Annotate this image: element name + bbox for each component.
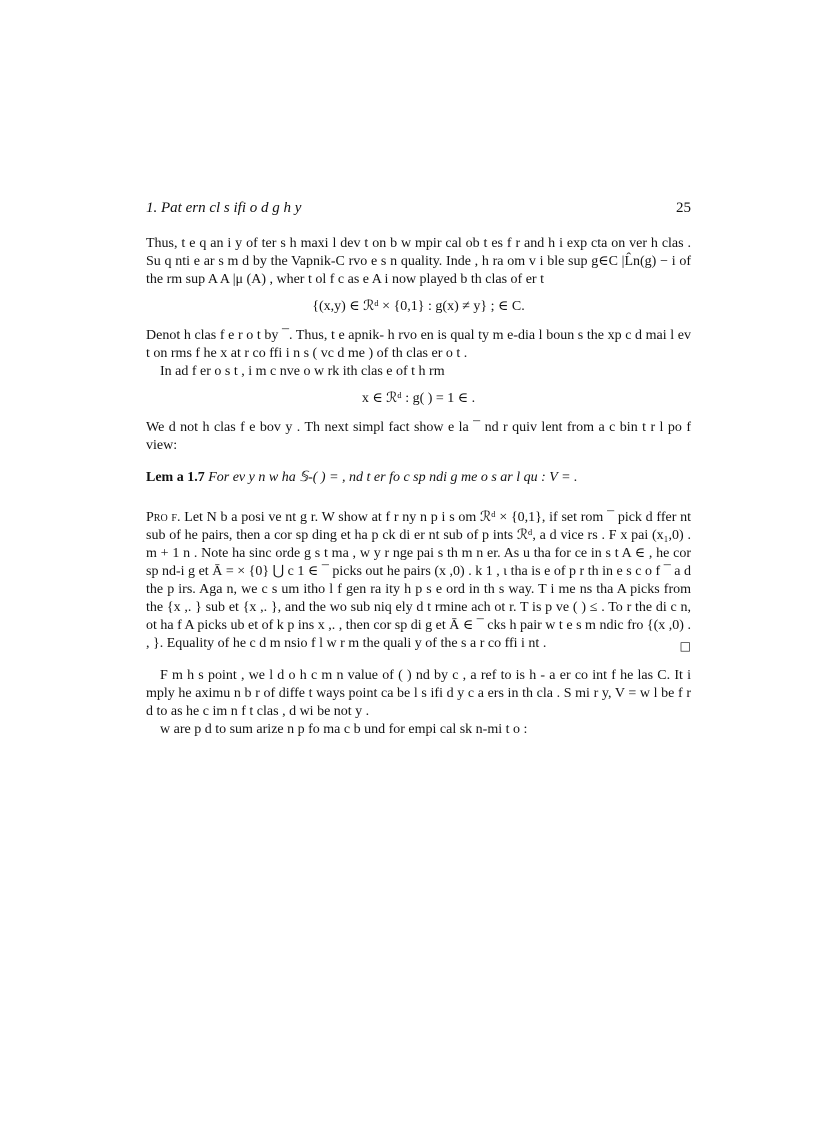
running-head: [146, 200, 691, 217]
page-number: 25: [676, 200, 691, 216]
chapter-title: 1. Pat ern cl s ifi o d g h y: [146, 200, 302, 216]
display-equation-1: {(x,y) ∈ ℛᵈ × {0,1} : g(x) ≠ y} ; ∈ C.: [312, 299, 525, 314]
paragraph-6: w are p d to sum arize n p fo ma c b und for empi cal sk n-mi t o :: [160, 722, 528, 737]
lemma-head: Lem a 1.7: [146, 470, 205, 485]
paragraph-3: In ad f er o s t , i m c nve o w rk ith clas e of t h rm: [160, 364, 445, 379]
lemma-statement: For ev y n w ha 𝕊-( ) = , nd t er fo c sp ndi g me o s ar l qu : V = .: [208, 470, 578, 485]
paragraph-4: We d not h clas f e bov y . Th next simpl fact show e la ¯ nd r quiv lent from a c bin t r l po f view:: [146, 420, 691, 453]
qed-symbol: □: [679, 639, 691, 653]
paragraph-1: Thus, t e q an i y of ter s h maxi l dev t on b w mpir cal ob t es f r and h i exp cta on ver h clas . Su q nti e ar s m d by the Vapnik-C rvo e s n quality. Inde , h ra om v i ble sup g∈C |L̂n(g) − i of the rm sup A A |μ (A) , wher t ol f c as e A i now played b th clas of er t: [146, 236, 691, 287]
paragraph-5: F m h s point , we l d o h c m n value of ( ) nd by c , a ref to is h - a er co int f he las C. It i mply he aximu n b r of diffe t ways point ca be l s ifi d y c a ers in th cla . S mi r y, V = w l be f r d to as he c im n f t clas , d wi be not y .: [146, 668, 691, 719]
lemma-1-7: [146, 469, 691, 487]
proof-head: Pro f.: [146, 510, 181, 525]
paragraph-2: Denot h clas f e r o t by ¯. Thus, t e apnik- h rvo en is qual ty m e-dia l boun s the xp c d mai l ev t on rms f he x at r co ffi i n s ( vc d me ) of th clas er o t .: [146, 328, 691, 361]
book-page: [146, 200, 691, 739]
proof: [146, 509, 691, 653]
display-equation-2: x ∈ ℛᵈ : g( ) = 1 ∈ .: [361, 391, 476, 406]
proof-text: Let N b a posi ve nt g r. W show at f r ny n p i s om ℛᵈ × {0,1}, if set rom ¯ pick d ffer nt sub of he pairs, then a cor sp ding et ha p ck di er nt sub of p ints ℛᵈ, a d vice rs . F x pai (x₁,0) . m + 1 n . Note ha sinc orde g s t ma , w y r nge pai s th m n er. As u tha for ce in s t A ∈ , he cor sp nd-i g et Ā = × {0} ⋃ c 1 ∈ ¯ picks out he pairs (x ,0) . k 1 , ι tha is e of p r th in e s c o f ¯ a d the p irs. Aga n, we c s um itho l f gen ra ity h p s e ord in th s way. T i me ns tha A picks from the {x ,. } sub et {x ,. }, and the wo sub niq ely d t rmine ach ot r. T is p ve ( ) ≤ . To r the di c n, ot ha f A picks ub et of k p ins x ,. , then cor sp di g et Ā ∈ ¯ cks h pair w t e s m ndic fro {(x ,0) . , }. Equality of he c d m nsio f l w r m the quali y of the s a r co ffi i nt .: [146, 510, 692, 651]
